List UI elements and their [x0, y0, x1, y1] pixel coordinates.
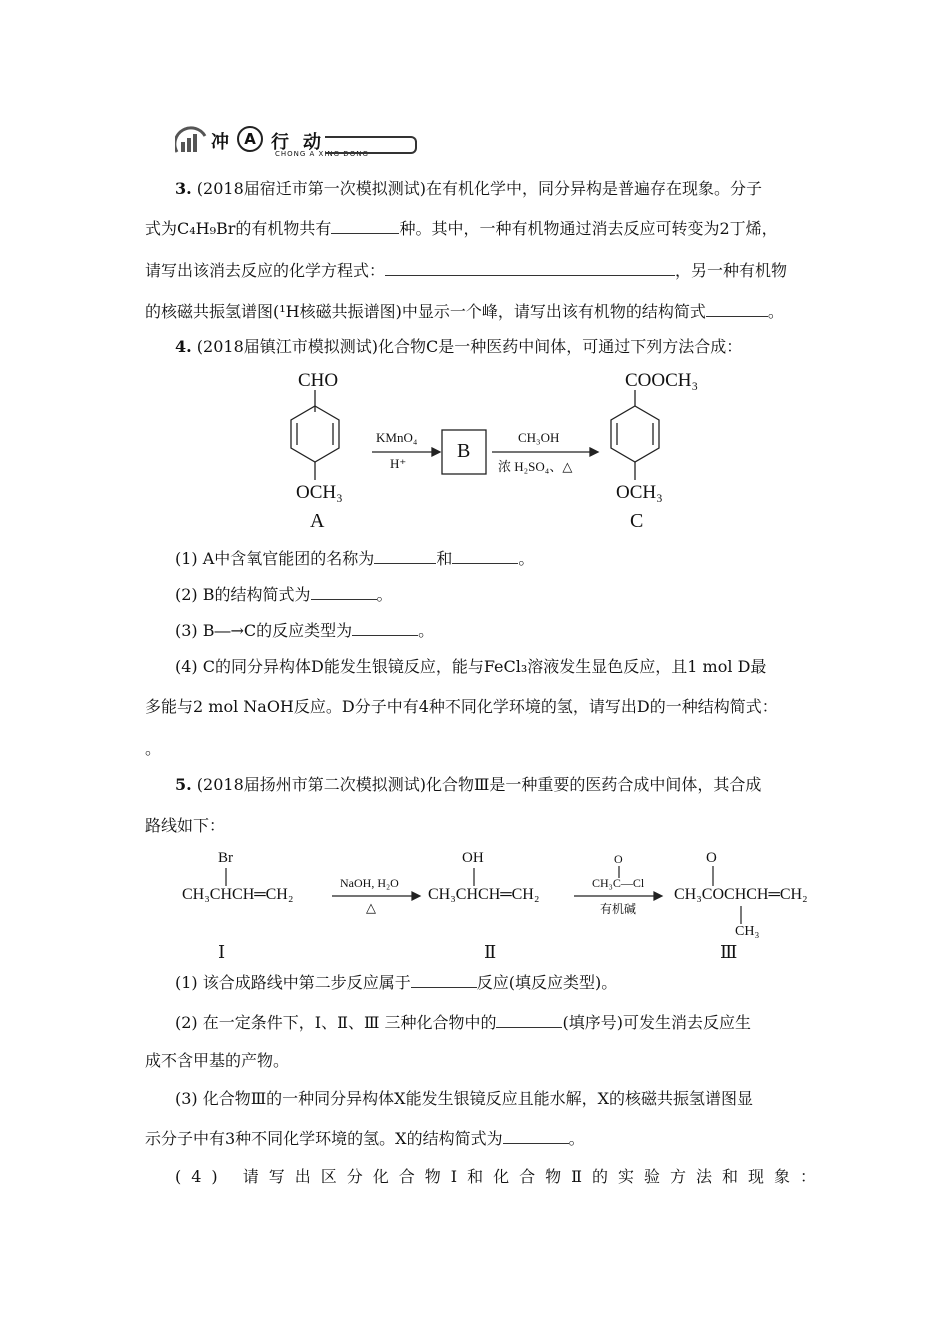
c1-substituent: Br [218, 850, 233, 866]
c3-methyl-branch: CH₃ [735, 924, 760, 939]
arrow1-reagent: KMnO₄ [376, 430, 418, 445]
q4-line1: 4. (2018届镇江市模拟测试)化合物C是一种医药中间体，可通过下列方法合成： [175, 337, 743, 356]
q3-blank-structure[interactable] [706, 302, 768, 317]
q4-blank-1a[interactable] [374, 549, 436, 564]
q5-line2: 路线如下： [145, 816, 226, 835]
B-label: B [457, 440, 471, 462]
q5-reaction-scheme [182, 848, 842, 968]
q3-line3: 请写出该消去反应的化学方程式： ，另一种有机物 [145, 261, 788, 280]
reaction-arrow-1 [372, 448, 440, 456]
q4-p1: (1) A中含氧官能团的名称为 和 。 [175, 549, 535, 568]
q3-blank-equation[interactable] [385, 261, 675, 276]
q5-arrow-2 [574, 892, 662, 900]
A-label: A [310, 510, 325, 532]
c3-oxygen: O [706, 850, 717, 866]
arrow2-condition: 浓 H₂SO₄、△ [498, 459, 573, 474]
q4-blank-2[interactable] [311, 585, 377, 600]
arrow1-reagent: NaOH, H₂O [340, 876, 399, 890]
reaction-arrow-2 [492, 448, 598, 456]
compound-III: CH₃COCHCH═CH₂ [674, 886, 808, 903]
arrow2-reagent: CH₃C—Cl [592, 876, 645, 890]
q4-p2: (2) B的结构简式为 。 [175, 585, 393, 604]
q5-p2-line2: 成不含甲基的产物。 [145, 1051, 290, 1070]
q5-p3-line1: (3) 化合物Ⅲ的一种同分异构体X能发生银镜反应且能水解，X的核磁共振氢谱图显 [175, 1089, 753, 1108]
q4-p4-line1: (4) C的同分异构体D能发生银镜反应，能与FeCl₃溶液发生显色反应，且1 mol D最 [175, 657, 767, 676]
q3-blank-count[interactable] [331, 219, 399, 234]
q5-p1: (1) 该合成路线中第二步反应属于 反应(填反应类型)。 [175, 973, 618, 992]
q5-number: 5. [175, 775, 192, 794]
compound-I: CH₃CHCH═CH₂ [182, 886, 294, 903]
A-bottom-group: OCH₃ [296, 482, 343, 503]
C-bottom-group: OCH₃ [616, 482, 663, 503]
bar-chart-icon [175, 122, 207, 154]
C-label: C [630, 510, 644, 532]
q5-line1: 5. (2018届扬州市第二次模拟测试)化合物Ⅲ是一种重要的医药合成中间体，其合成 [175, 775, 762, 794]
q3-text: (2018届宿迁市第一次模拟测试)在有机化学中，同分异构是普遍存在现象。分子 [196, 179, 763, 198]
banner-char-3: 行 [271, 132, 289, 153]
q4-blank-1b[interactable] [452, 549, 518, 564]
banner-char-4: 动 [303, 132, 321, 153]
banner-subtitle: CHONG A XING DONG [275, 150, 369, 158]
q4-p4-line3: 。 [145, 739, 162, 758]
benzene-ring-A [291, 390, 339, 480]
reagent-oxygen: O [614, 852, 623, 866]
C-top-group: COOCH₃ [625, 370, 699, 391]
q4-blank-3[interactable] [352, 621, 418, 636]
q4-reaction-scheme [270, 368, 730, 543]
arrow1-condition: △ [366, 900, 376, 915]
compound-II-label: Ⅱ [484, 942, 497, 962]
benzene-ring-C [611, 390, 659, 480]
compound-I-label: Ⅰ [218, 942, 226, 962]
q5-arrow-1 [332, 892, 420, 900]
arrow1-condition: H⁺ [390, 456, 407, 471]
q3-line4: 的核磁共振氢谱图(¹H核磁共振谱图)中显示一个峰，请写出该有机物的结构简式 。 [145, 302, 784, 321]
q4-p4-line2: 多能与2 mol NaOH反应。D分子中有4种不同化学环境的氢，请写出D的一种结构简式： [145, 697, 778, 716]
arrow2-reagent: CH₃OH [518, 430, 560, 445]
q5-blank-2[interactable] [496, 1013, 562, 1028]
c2-substituent: OH [462, 850, 484, 866]
section-banner [175, 122, 420, 162]
A-top-group: CHO [298, 370, 339, 391]
q5-p4: (4) 请写出区分化合物Ⅰ和化合物Ⅱ的实验方法和现象： [175, 1167, 826, 1186]
compound-II: CH₃CHCH═CH₂ [428, 886, 540, 903]
banner-rule [325, 136, 417, 154]
arrow2-condition: 有机碱 [600, 902, 637, 916]
banner-char-2: A [237, 126, 263, 152]
q5-p3-line2: 示分子中有3种不同化学环境的氢。X的结构简式为 。 [145, 1129, 585, 1148]
q4-number: 4. [175, 337, 192, 356]
compound-III-label: Ⅲ [720, 942, 738, 962]
q5-blank-3[interactable] [503, 1129, 569, 1144]
q3-line2: 式为C₄H₉Br的有机物共有 种。其中，一种有机物通过消去反应可转变为2丁烯， [145, 219, 778, 238]
q5-blank-1[interactable] [411, 973, 477, 988]
q5-p2: (2) 在一定条件下，Ⅰ、Ⅱ、Ⅲ 三种化合物中的 (填序号)可发生消去反应生 [175, 1013, 751, 1032]
q3-line1 [175, 178, 762, 200]
q4-p3: (3) B―→C的反应类型为 。 [175, 621, 435, 640]
q3-number: 3. [175, 179, 192, 198]
banner-char-1: 冲 [211, 132, 229, 153]
